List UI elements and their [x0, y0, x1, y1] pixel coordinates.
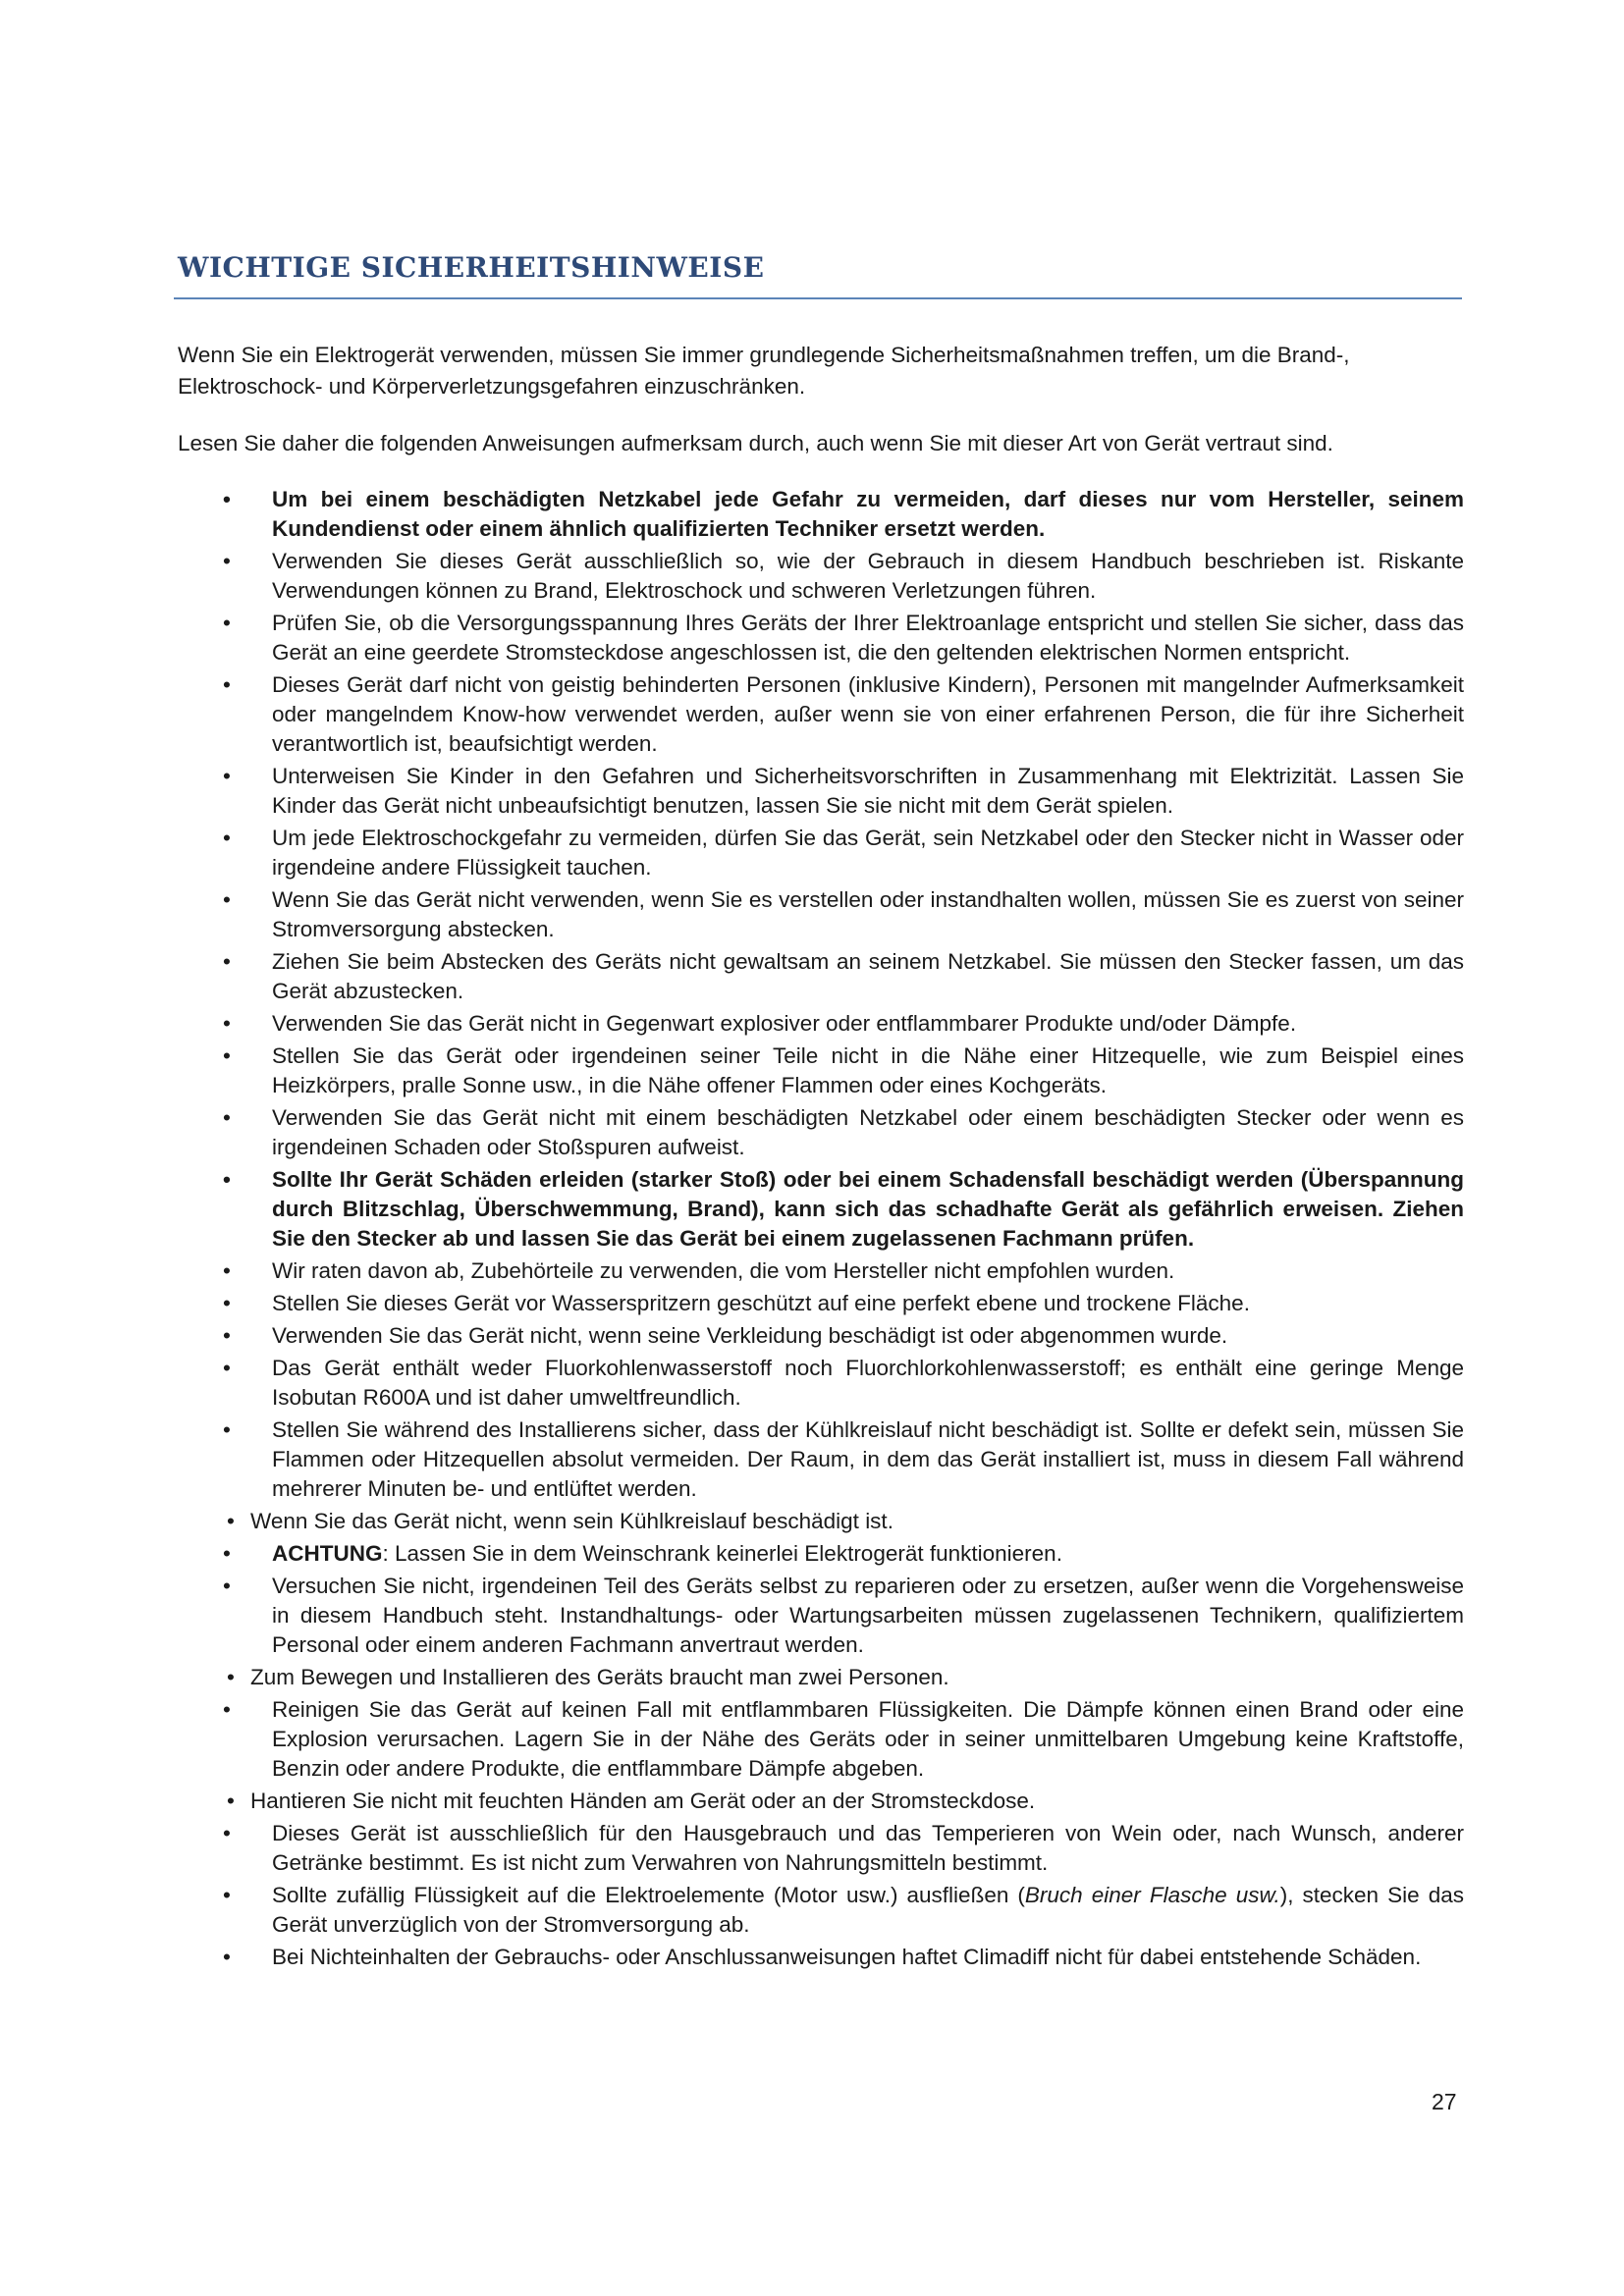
bullet-icon: •: [223, 549, 231, 573]
list-item-text: Wenn Sie das Gerät nicht verwenden, wenn Sie es verstellen oder instandhalten wollen, müssen Sie es zuerst von seiner Stromversorgung abstecken.: [272, 887, 1464, 941]
bullet-icon: •: [223, 487, 231, 511]
list-item: [178, 547, 1464, 606]
list-item: [178, 1321, 1464, 1351]
list-item: [178, 1256, 1464, 1286]
list-item: [178, 1695, 1464, 1784]
list-item: [178, 824, 1464, 882]
list-item-text: Versuchen Sie nicht, irgendeinen Teil des Geräts selbst zu reparieren oder zu ersetzen, außer wenn die Vorgehensweise in diesem Handbuch steht. Instandhaltungs- oder Wartungsarbeiten müssen zugelassenen Technikern, qualifiziertem Personal oder einem anderen Fachmann anvertraut werden.: [272, 1574, 1464, 1657]
list-item-text: Stellen Sie während des Installierens sicher, dass der Kühlkreislauf nicht beschädigt ist. Sollte er defekt sein, müssen Sie Flammen oder Hitzequellen absolut vermeiden. Der Raum, in dem das Gerät installiert ist, muss in diesem Fall während mehrerer Minuten be- und entlüftet werden.: [272, 1417, 1464, 1501]
bullet-icon: •: [223, 1356, 231, 1380]
bullet-icon: •: [227, 1665, 235, 1689]
list-item-text: Wenn Sie das Gerät nicht, wenn sein Kühlkreislauf beschädigt ist.: [250, 1509, 893, 1533]
list-item: [178, 1289, 1464, 1318]
list-item-text: Zum Bewegen und Installieren des Geräts braucht man zwei Personen.: [250, 1665, 949, 1689]
list-item-text: Hantieren Sie nicht mit feuchten Händen am Gerät oder an der Stromsteckdose.: [250, 1789, 1036, 1813]
bullet-icon: •: [223, 1821, 231, 1845]
safety-list: [178, 485, 1464, 1972]
list-item-text: Prüfen Sie, ob die Versorgungsspannung Ihres Geräts der Ihrer Elektroanlage entspricht und stellen Sie sicher, dass das Gerät an eine geerdete Stromsteckdose angeschlossen ist, die den geltenden elektrischen Normen entspricht.: [272, 611, 1464, 665]
bullet-icon: •: [223, 1945, 231, 1969]
bullet-icon: •: [223, 1011, 231, 1036]
list-item: [178, 485, 1464, 544]
bullet-icon: •: [223, 672, 231, 697]
list-item-text: Dieses Gerät darf nicht von geistig behinderten Personen (inklusive Kindern), Personen mit mangelnder Aufmerksamkeit oder mangelndem Know-how verwendet werden, außer wenn sie von einer erfahrenen Person, die für ihre Sicherheit verantwortlich ist, beaufsichtigt werden.: [272, 672, 1464, 756]
bullet-icon: •: [223, 764, 231, 788]
list-item: [178, 762, 1464, 821]
list-item: [178, 1165, 1464, 1254]
list-item: [178, 1881, 1464, 1940]
list-item: [178, 1663, 1464, 1692]
main-content: [178, 340, 1464, 1975]
list-item-text: Ziehen Sie beim Abstecken des Geräts nicht gewaltsam an seinem Netzkabel. Sie müssen den Stecker fassen, um das Gerät abzustecken.: [272, 949, 1464, 1003]
list-item: [178, 670, 1464, 759]
list-item-text: Stellen Sie dieses Gerät vor Wasserspritzern geschützt auf eine perfekt ebene und trockene Fläche.: [272, 1291, 1250, 1315]
list-item: [178, 1819, 1464, 1878]
list-item-text: Wir raten davon ab, Zubehörteile zu verwenden, die vom Hersteller nicht empfohlen wurden.: [272, 1258, 1175, 1283]
list-item-text: Dieses Gerät ist ausschließlich für den Hausgebrauch und das Temperieren von Wein oder, nach Wunsch, anderer Getränke bestimmt. Es ist nicht zum Verwahren von Nahrungsmitteln bestimmt.: [272, 1821, 1464, 1875]
bullet-icon: •: [227, 1509, 235, 1533]
list-item-text: Um bei einem beschädigten Netzkabel jede Gefahr zu vermeiden, darf dieses nur vom Hersteller, seinem Kundendienst oder einem ähnlich qualifizierten Techniker ersetzt werden.: [272, 487, 1464, 541]
list-item-text: Verwenden Sie das Gerät nicht, wenn seine Verkleidung beschädigt ist oder abgenommen wurde.: [272, 1323, 1228, 1348]
list-item-text: Sollte Ihr Gerät Schäden erleiden (starker Stoß) oder bei einem Schadensfall beschädigt werden (Überspannung durch Blitzschlag, Überschwemmung, Brand), kann sich das schadhafte Gerät als gefährlich erweisen. Ziehen Sie den Stecker ab und lassen Sie das Gerät bei einem zugelassenen Fachmann prüfen.: [272, 1167, 1464, 1251]
bullet-icon: •: [223, 1258, 231, 1283]
bullet-icon: •: [223, 1105, 231, 1130]
list-item-text: Um jede Elektroschockgefahr zu vermeiden, dürfen Sie das Gerät, sein Netzkabel oder den Stecker nicht in Wasser oder irgendeine andere Flüssigkeit tauchen.: [272, 826, 1464, 880]
list-item-text: Verwenden Sie das Gerät nicht mit einem beschädigten Netzkabel oder einem beschädigten Stecker oder wenn es irgendeinen Schaden oder Stoßspuren aufweist.: [272, 1105, 1464, 1159]
bullet-icon: •: [223, 1323, 231, 1348]
intro-paragraph: Lesen Sie daher die folgenden Anweisungen aufmerksam durch, auch wenn Sie mit dieser Art von Gerät vertraut sind.: [178, 431, 1333, 455]
list-item: [178, 1415, 1464, 1504]
bullet-icon: •: [223, 887, 231, 912]
bullet-icon: •: [223, 1291, 231, 1315]
list-item: [178, 1041, 1464, 1100]
bullet-icon: •: [223, 826, 231, 850]
bullet-icon: •: [223, 949, 231, 974]
intro-paragraph: Wenn Sie ein Elektrogerät verwenden, müssen Sie immer grundlegende Sicherheitsmaßnahmen treffen, um die Brand-, Elektroschock- und Körperverletzungsgefahren einzuschränken.: [178, 343, 1350, 399]
list-item-text: : Lassen Sie in dem Weinschrank keinerlei Elektrogerät funktionieren.: [382, 1541, 1062, 1566]
bullet-icon: •: [223, 1574, 231, 1598]
list-item-text-italic: Bruch einer Flasche usw.: [1024, 1883, 1280, 1907]
list-item: [178, 1507, 1464, 1536]
bullet-icon: •: [223, 1417, 231, 1442]
list-item: [178, 1103, 1464, 1162]
title-divider: [174, 297, 1462, 299]
list-item: [178, 609, 1464, 667]
list-item: [178, 1009, 1464, 1039]
bullet-icon: •: [223, 1883, 231, 1907]
page-title: WICHTIGE SICHERHEITSHINWEISE: [178, 251, 765, 284]
list-item-text: Verwenden Sie dieses Gerät ausschließlich so, wie der Gebrauch in diesem Handbuch beschrieben ist. Riskante Verwendungen können zu Brand, Elektroschock und schweren Verletzungen führen.: [272, 549, 1464, 603]
list-item-text: Bei Nichteinhalten der Gebrauchs- oder Anschlussanweisungen haftet Climadiff nicht für dabei entstehende Schäden.: [272, 1945, 1422, 1969]
page-number: 27: [1432, 2089, 1457, 2114]
list-item-text: Sollte zufällig Flüssigkeit auf die Elektroelemente (Motor usw.) ausfließen (: [272, 1883, 1025, 1907]
list-item: [178, 1354, 1464, 1413]
list-item: [178, 885, 1464, 944]
list-item: [178, 1572, 1464, 1660]
list-item-text: Unterweisen Sie Kinder in den Gefahren und Sicherheitsvorschriften in Zusammenhang mit Elektrizität. Lassen Sie Kinder das Gerät nicht unbeaufsichtigt benutzen, lassen Sie sie nicht mit dem Gerät spielen.: [272, 764, 1464, 818]
list-item: [178, 947, 1464, 1006]
bullet-icon: •: [223, 1167, 231, 1192]
bullet-icon: •: [223, 1043, 231, 1068]
bullet-icon: •: [223, 1541, 231, 1566]
bullet-icon: •: [223, 1697, 231, 1722]
list-item-text: Verwenden Sie das Gerät nicht in Gegenwart explosiver oder entflammbarer Produkte und/oder Dämpfe.: [272, 1011, 1297, 1036]
bullet-icon: •: [223, 611, 231, 635]
list-item-text: ), stecken Sie das Gerät unverzüglich von der Stromversorgung ab.: [272, 1883, 1464, 1937]
list-item-text: Stellen Sie das Gerät oder irgendeinen seiner Teile nicht in die Nähe einer Hitzequelle, wie zum Beispiel eines Heizkörpers, pralle Sonne usw., in die Nähe offener Flammen oder eines Kochgeräts.: [272, 1043, 1464, 1097]
list-item: [178, 1943, 1464, 1972]
list-item: [178, 1539, 1464, 1569]
list-item: [178, 1787, 1464, 1816]
list-item-text: Das Gerät enthält weder Fluorkohlenwasserstoff noch Fluorchlorkohlenwasserstoff; es enthält eine geringe Menge Isobutan R600A und ist daher umweltfreundlich.: [272, 1356, 1464, 1410]
warning-label: ACHTUNG: [272, 1541, 383, 1566]
bullet-icon: •: [227, 1789, 235, 1813]
list-item-text: Reinigen Sie das Gerät auf keinen Fall mit entflammbaren Flüssigkeiten. Die Dämpfe können einen Brand oder eine Explosion verursachen. Lagern Sie in der Nähe des Geräts oder in seiner unmittelbaren Umgebung keine Kraftstoffe, Benzin oder andere Produkte, die entflammbare Dämpfe abgeben.: [272, 1697, 1464, 1781]
